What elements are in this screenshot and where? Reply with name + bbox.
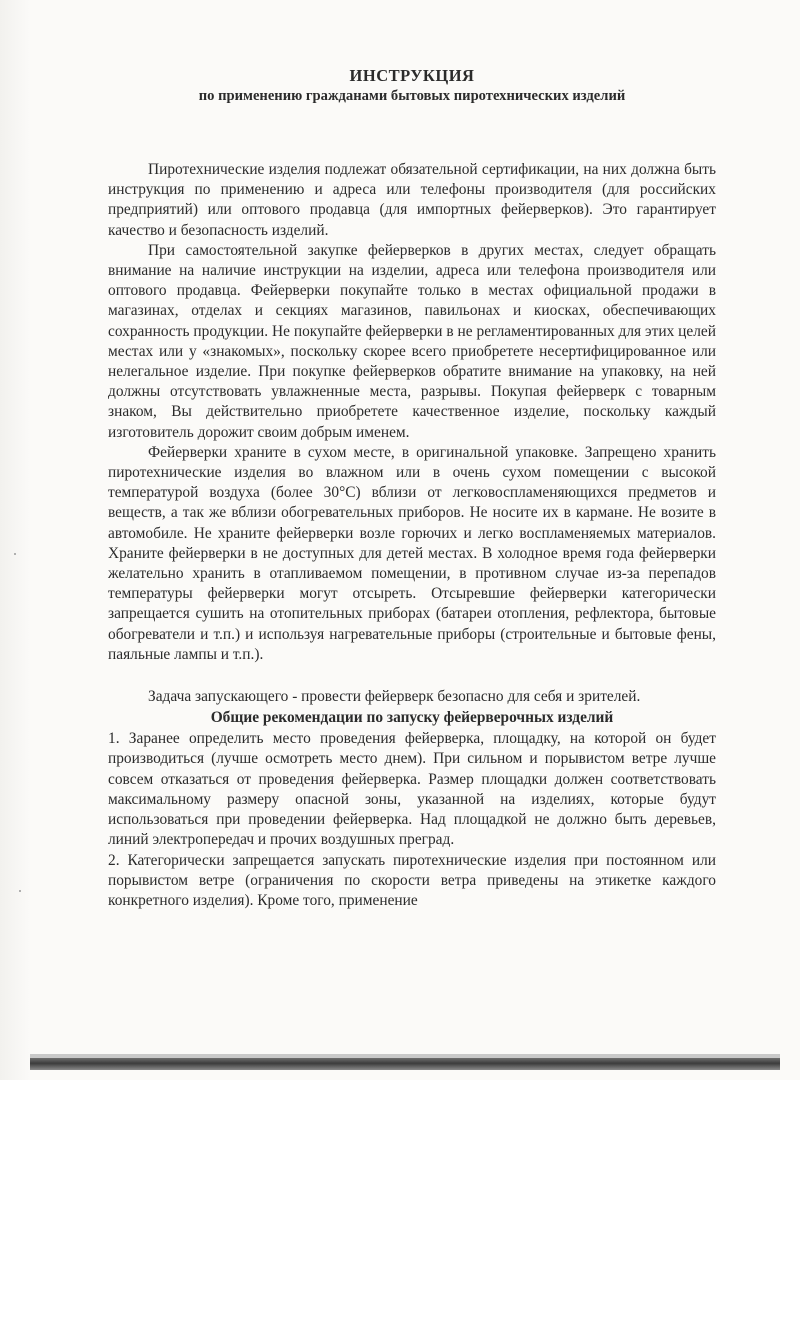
document-body	[108, 66, 716, 911]
document-title: ИНСТРУКЦИЯ	[349, 66, 475, 85]
section-heading: Общие рекомендации по запуску фейерверочных изделий	[210, 709, 614, 727]
paragraph-task: Задача запускающего - провести фейерверк безопасно для себя и зрителей.	[148, 688, 641, 706]
list-item: 1. Заранее определить место проведения фейерверка, площадку, на которой он будет производиться (лучше осмотреть место днем). При сильном и порывистом ветре лучше совсем отказаться от проведения фейерверка. Размер площадки должен соответствовать максимальному размеру опасной зоны, указанной на изделиях, которые будут использоваться при проведении фейерверка. Над площадкой не должно быть деревьев, линий электропередач и прочих воздушных преград.	[108, 730, 716, 849]
paragraph-purchase: При самостоятельной закупке фейерверков в других местах, следует обращать внимание на наличие инструкции на изделии, адреса или телефона производителя или оптового продавца. Фейерверки покупайте только в местах официальной продажи в магазинах, отделах и секциях магазинов, павильонах и киосках, обеспечивающих сохранность продукции. Не покупайте фейерверки в не регламентированных для этих целей местах или у «знакомых», поскольку скорее всего приобретете несертифицированное или нелегальное изделие. При покупке фейерверков обратите внимание на упаковку, на ней должны отсутствовать увлажненные места, разрывы. Покупая фейерверк с товарным знаком, Вы действительно приобретете качественное изделие, поскольку каждый изготовитель дорожит своим добрым именем.	[108, 241, 716, 441]
page-left-shadow	[0, 0, 30, 1080]
list-item: 2. Категорически запрещается запускать пиротехнические изделия при постоянном или порывистом ветре (ограничения по скорости ветра приведены на этикетке каждого конкретного изделия). Кроме того, применение	[108, 851, 716, 909]
scan-speck	[19, 890, 21, 892]
paragraph-storage: Фейерверки храните в сухом месте, в оригинальной упаковке. Запрещено хранить пиротехнические изделия во влажном или в очень сухом помещении с высокой температурой воздуха (более 30°С) вблизи от легковоспламеняющихся предметов и веществ, а так же вблизи обогревательных приборов. Не носите их в кармане. Не возите в автомобиле. Не храните фейерверки возле горючих и легко воспламеняемых материалов. Храните фейерверки в не доступных для детей местах. В холодное время года фейерверки желательно хранить в отапливаемом помещении, в противном случае из-за перепадов температуры фейерверки могут отсыреть. Отсыревшие фейерверки категорически запрещается сушить на отопительных приборах (батареи отопления, рефлектора, бытовые обогреватели и т.п.) и используя нагревательные приборы (строительные и бытовые фены, паяльные лампы и т.п.).	[108, 443, 716, 663]
scan-speck	[14, 553, 16, 555]
scan-edge-shadow	[30, 1058, 780, 1070]
paragraph-gap	[108, 665, 716, 687]
paragraph-certification: Пиротехнические изделия подлежат обязательной сертификации, на них должна быть инструкция по применению и адреса или телефоны производителя (для российских предприятий) или оптового продавца (для импортных фейерверков). Это гарантирует качество и безопасность изделий.	[108, 161, 716, 239]
document-subtitle: по применению гражданами бытовых пиротехнических изделий	[198, 88, 626, 104]
